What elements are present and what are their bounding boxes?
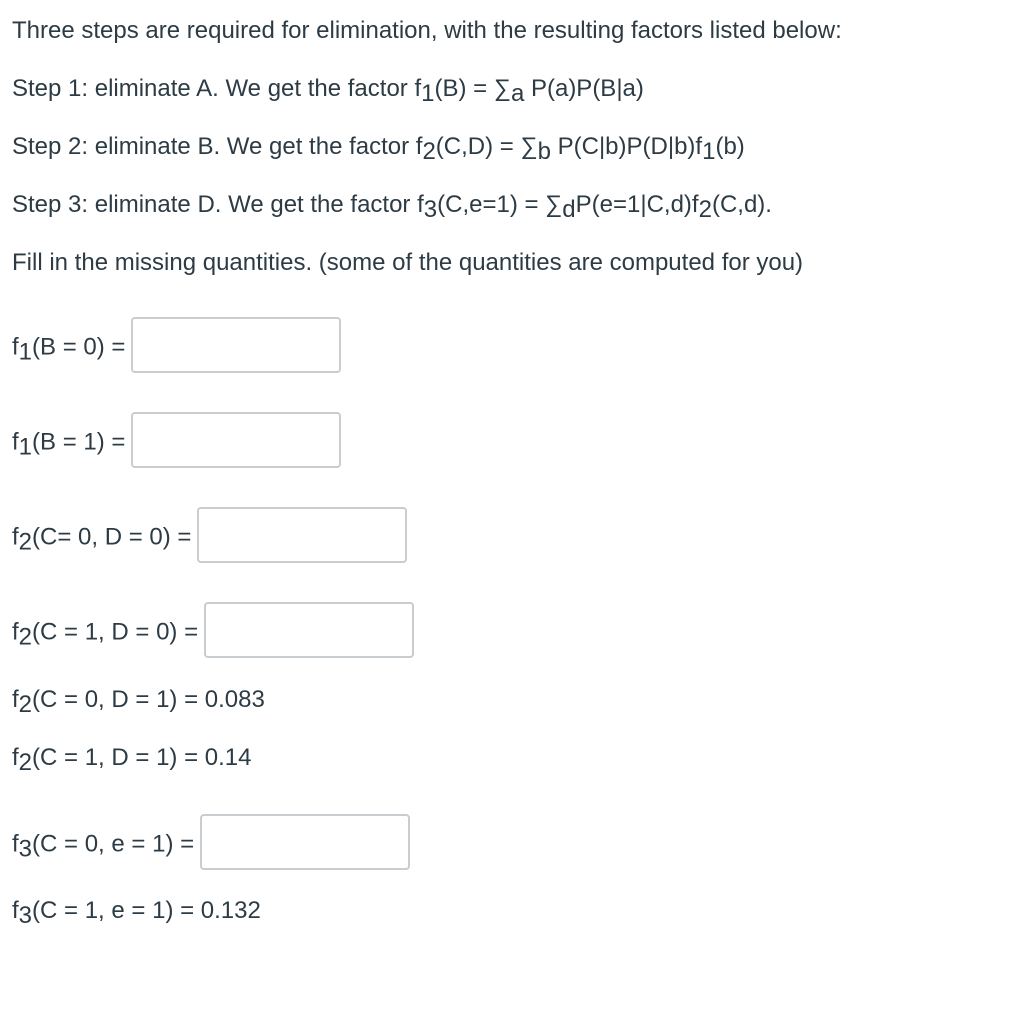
quantity-f2-c0-d0: $f_2(C= 0$, D = 0) = (12, 510, 407, 566)
answer-input-f2-c1-d0[interactable] (204, 602, 414, 658)
answer-input-f1-b0[interactable] (131, 317, 341, 373)
question-body (12, 0, 1002, 1036)
quantity-f2-c1-d1: $f_2(C = 1$, D = 1) = 0.14 (12, 744, 252, 776)
quantity-f3-c1-e1: $f_3(C = 1$, e = 1) = 0.132 (12, 897, 261, 929)
answer-input-f3-c0-e1[interactable] (200, 814, 410, 870)
intro-text: Three steps are required for elimination, with the resulting factors listed below: (12, 17, 842, 44)
instruction-text: Fill in the missing quantities. (some of the quantities are computed for you) (12, 249, 804, 276)
answer-input-f2-c0-d0[interactable] (197, 507, 407, 563)
quantity-f2-c1-d0: $f_2(C = 1$, D = 0) = (12, 605, 414, 661)
step-2: Step 2: eliminate B. We get the factor $f_2(C,D) = \sum_b$ $P(C|b)P(D|b)f_1(b)$ (12, 133, 745, 165)
step-3: Step 3: eliminate D. We get the factor $f_3(C,e=1) = \sum_dP(e=1|C,d)f_2(C,d)$. (12, 191, 772, 223)
quantity-f3-c0-e1: $f_3(C = 0$, e = 1) = (12, 817, 410, 873)
quantity-f2-c0-d1: $f_2(C = 0$, D = 1) = 0.083 (12, 686, 265, 718)
quantity-f1-b0: $f_1(B = 0)$ = (12, 320, 341, 376)
answer-input-f1-b1[interactable] (131, 412, 341, 468)
quantity-f1-b1: $f_1(B = 1)$ = (12, 415, 341, 471)
step-1: Step 1: eliminate A. We get the factor $f_1(B) = \sum_a$ P(a)P(B|a) (12, 75, 644, 107)
